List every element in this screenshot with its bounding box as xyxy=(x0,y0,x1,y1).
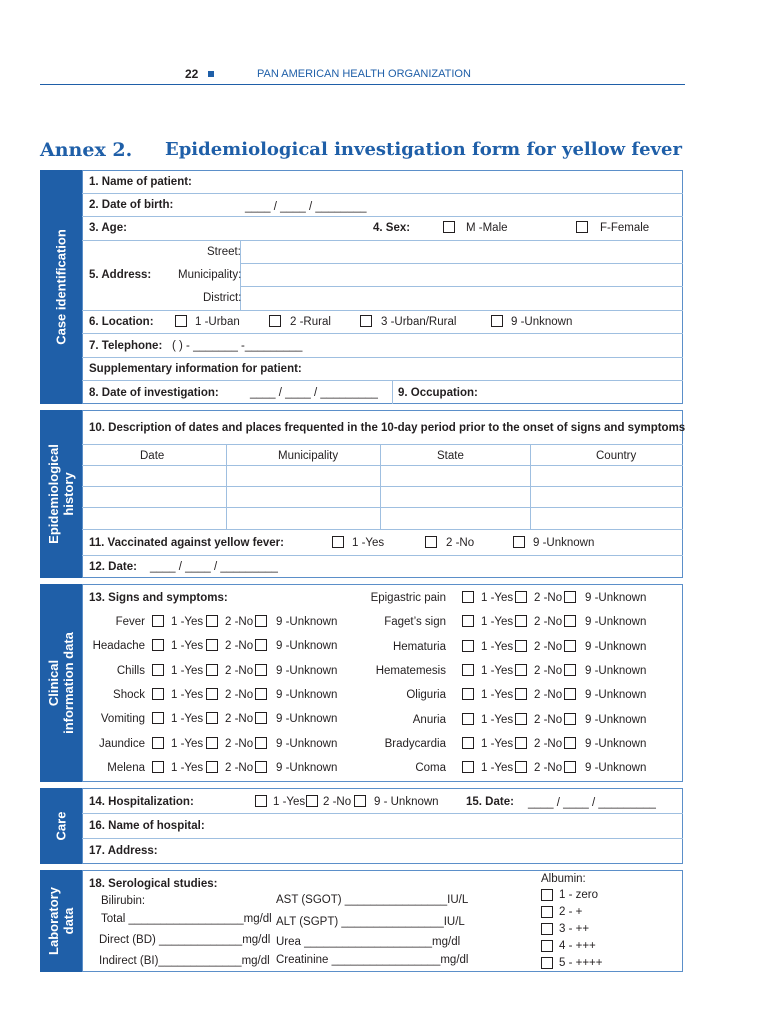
vaccination-date-field[interactable]: ____ / ____ / _________ xyxy=(150,561,278,573)
symptom-label: Anuria xyxy=(412,713,446,726)
albumin-option-label: 5 - ++++ xyxy=(559,957,603,969)
symptom-no-checkbox[interactable] xyxy=(206,664,218,676)
symptom-no-checkbox[interactable] xyxy=(515,713,527,725)
signs-symptoms-label: 13. Signs and symptoms: xyxy=(89,592,228,604)
symptom-yes-label: 1 -Yes xyxy=(171,664,204,677)
symptom-unknown-label: 9 -Unknown xyxy=(585,592,647,604)
symptom-label: Vomiting xyxy=(100,713,145,726)
telephone-label: 7. Telephone: xyxy=(89,340,163,352)
section-laboratory: Laboratory data xyxy=(40,870,82,972)
symptom-unknown-checkbox[interactable] xyxy=(255,737,267,749)
location-unknown-label: 9 -Unknown xyxy=(511,316,573,328)
symptom-unknown-label: 9 -Unknown xyxy=(585,616,647,629)
symptom-unknown-checkbox[interactable] xyxy=(564,591,576,603)
symptom-yes-checkbox[interactable] xyxy=(462,591,474,603)
symptom-yes-checkbox[interactable] xyxy=(462,640,474,652)
symptom-label: Shock xyxy=(113,688,145,701)
symptom-no-checkbox[interactable] xyxy=(515,688,527,700)
symptom-yes-checkbox[interactable] xyxy=(152,615,164,627)
hospital-name-label: 16. Name of hospital: xyxy=(89,820,205,832)
hospitalization-no-label: 2 -No xyxy=(323,796,352,808)
symptom-yes-checkbox[interactable] xyxy=(462,688,474,700)
symptom-unknown-label: 9 -Unknown xyxy=(276,737,338,750)
vaccinated-yes-checkbox[interactable] xyxy=(332,536,344,548)
symptom-no-label: 2 -No xyxy=(225,688,254,701)
symptom-no-label: 2 -No xyxy=(225,761,254,774)
symptom-unknown-checkbox[interactable] xyxy=(564,713,576,725)
symptom-yes-label: 1 -Yes xyxy=(171,761,204,774)
symptom-yes-label: 1 -Yes xyxy=(481,664,514,677)
symptom-no-checkbox[interactable] xyxy=(515,737,527,749)
vaccinated-no-checkbox[interactable] xyxy=(425,536,437,548)
symptom-no-label: 2 -No xyxy=(225,640,254,653)
symptom-unknown-checkbox[interactable] xyxy=(255,639,267,651)
symptom-no-label: 2 -No xyxy=(534,592,563,604)
albumin-option-label: 4 - +++ xyxy=(559,940,596,952)
symptom-no-checkbox[interactable] xyxy=(515,640,527,652)
section-epidemiological-history: Epidemiological history xyxy=(40,410,82,578)
vaccinated-yes-label: 1 -Yes xyxy=(352,537,385,549)
symptom-yes-label: 1 -Yes xyxy=(481,762,514,775)
symptom-unknown-label: 9 -Unknown xyxy=(276,688,338,701)
location-urban-rural-checkbox[interactable] xyxy=(360,315,372,327)
occupation-label: 9. Occupation: xyxy=(398,387,478,399)
symptom-no-label: 2 -No xyxy=(534,762,563,775)
albumin-option-label: 3 - ++ xyxy=(559,923,590,935)
albumin-checkbox[interactable] xyxy=(541,906,553,918)
symptom-unknown-checkbox[interactable] xyxy=(255,761,267,773)
hospitalization-unknown-checkbox[interactable] xyxy=(354,795,366,807)
symptom-yes-checkbox[interactable] xyxy=(462,664,474,676)
symptom-yes-checkbox[interactable] xyxy=(152,712,164,724)
hospitalization-unknown-label: 9 - Unknown xyxy=(374,796,439,808)
hospitalization-yes-checkbox[interactable] xyxy=(255,795,267,807)
symptom-no-label: 2 -No xyxy=(225,713,254,726)
address-label: 5. Address: xyxy=(89,269,152,281)
hospitalization-no-checkbox[interactable] xyxy=(306,795,318,807)
column-country: Country xyxy=(596,450,637,462)
vaccinated-unknown-checkbox[interactable] xyxy=(513,536,525,548)
symptom-unknown-checkbox[interactable] xyxy=(564,664,576,676)
form-title: Epidemiological investigation form for yellow fever xyxy=(165,139,682,160)
date-of-birth-label: 2. Date of birth: xyxy=(89,199,174,211)
annex-label: Annex 2. xyxy=(40,139,133,161)
albumin-option-label: 2 - + xyxy=(559,906,583,918)
column-municipality: Municipality xyxy=(278,450,339,462)
symptom-yes-checkbox[interactable] xyxy=(462,761,474,773)
urea-field[interactable]: Urea ____________________mg/dl xyxy=(276,936,461,948)
symptom-yes-label: 1 -Yes xyxy=(481,737,514,750)
symptom-unknown-label: 9 -Unknown xyxy=(585,737,647,750)
sex-male-checkbox[interactable] xyxy=(443,221,455,233)
page-number: 22 xyxy=(185,67,199,81)
symptom-no-checkbox[interactable] xyxy=(206,639,218,651)
symptom-yes-label: 1 -Yes xyxy=(171,640,204,653)
symptom-unknown-label: 9 -Unknown xyxy=(585,762,647,775)
symptom-yes-label: 1 -Yes xyxy=(171,737,204,750)
symptom-yes-checkbox[interactable] xyxy=(152,688,164,700)
symptom-yes-label: 1 -Yes xyxy=(171,616,204,628)
symptom-no-label: 2 -No xyxy=(534,737,563,750)
location-urban-rural-label: 3 -Urban/Rural xyxy=(381,316,457,328)
sex-female-checkbox[interactable] xyxy=(576,221,588,233)
symptom-label: Coma xyxy=(415,762,446,775)
serological-studies-label: 18. Serological studies: xyxy=(89,878,218,890)
symptom-label: Headache xyxy=(92,640,145,653)
location-urban-checkbox[interactable] xyxy=(175,315,187,327)
district-label: District: xyxy=(203,292,242,304)
name-of-patient-label: 1. Name of patient: xyxy=(89,176,192,188)
symptom-yes-label: 1 -Yes xyxy=(481,616,514,629)
symptom-label: Jaundice xyxy=(98,737,145,750)
hospitalization-label: 14. Hospitalization: xyxy=(89,796,194,808)
hospitalization-yes-label: 1 -Yes xyxy=(273,796,306,808)
symptom-label: Epigastric pain xyxy=(370,592,446,604)
symptom-unknown-label: 9 -Unknown xyxy=(276,713,338,726)
symptom-unknown-checkbox[interactable] xyxy=(564,737,576,749)
date-of-birth-field[interactable]: ____ / ____ / ________ xyxy=(245,201,367,213)
section-case-identification: Case identification xyxy=(40,170,82,404)
vaccinated-label: 11. Vaccinated against yellow fever: xyxy=(89,537,284,549)
sex-male-label: M -Male xyxy=(466,222,508,234)
symptom-yes-checkbox[interactable] xyxy=(462,615,474,627)
symptom-unknown-label: 9 -Unknown xyxy=(276,616,338,628)
symptom-yes-checkbox[interactable] xyxy=(152,664,164,676)
municipality-label: Municipality: xyxy=(178,269,242,281)
bilirubin-direct-field[interactable]: Direct (BD) _____________mg/dl xyxy=(99,934,271,946)
vaccinated-no-label: 2 -No xyxy=(446,537,475,549)
bilirubin-label: Bilirubin: xyxy=(101,895,146,907)
symptom-unknown-checkbox[interactable] xyxy=(564,688,576,700)
symptom-no-label: 2 -No xyxy=(225,664,254,677)
symptom-no-label: 2 -No xyxy=(225,616,254,628)
symptom-unknown-label: 9 -Unknown xyxy=(585,689,647,702)
symptom-no-checkbox[interactable] xyxy=(206,688,218,700)
investigation-date-label: 8. Date of investigation: xyxy=(89,387,219,399)
symptom-no-label: 2 -No xyxy=(534,640,563,653)
symptom-yes-label: 1 -Yes xyxy=(481,689,514,702)
hospital-address-label: 17. Address: xyxy=(89,845,158,857)
header-rule xyxy=(40,84,685,85)
symptom-yes-checkbox[interactable] xyxy=(152,639,164,651)
street-label: Street: xyxy=(207,246,241,258)
sex-label: 4. Sex: xyxy=(373,222,411,234)
symptom-unknown-checkbox[interactable] xyxy=(255,688,267,700)
symptom-label: Melena xyxy=(107,761,145,774)
symptom-unknown-label: 9 -Unknown xyxy=(585,640,647,653)
albumin-checkbox[interactable] xyxy=(541,923,553,935)
symptom-label: Fever xyxy=(115,616,145,628)
symptom-yes-label: 1 -Yes xyxy=(481,640,514,653)
column-date: Date xyxy=(140,450,165,462)
albumin-option-label: 1 - zero xyxy=(559,889,598,901)
clinical-information-box xyxy=(82,584,683,782)
symptom-yes-checkbox[interactable] xyxy=(462,713,474,725)
symptom-unknown-checkbox[interactable] xyxy=(255,615,267,627)
symptom-unknown-checkbox[interactable] xyxy=(255,712,267,724)
column-state: State xyxy=(437,450,464,462)
symptom-no-checkbox[interactable] xyxy=(515,664,527,676)
symptom-unknown-checkbox[interactable] xyxy=(564,615,576,627)
symptom-label: Hematuria xyxy=(392,640,446,653)
symptom-no-label: 2 -No xyxy=(225,737,254,750)
symptom-yes-label: 1 -Yes xyxy=(171,713,204,726)
section-care: Care xyxy=(40,788,82,864)
symptom-no-label: 2 -No xyxy=(534,616,563,629)
symptom-no-checkbox[interactable] xyxy=(206,712,218,724)
symptom-no-checkbox[interactable] xyxy=(206,615,218,627)
location-rural-checkbox[interactable] xyxy=(269,315,281,327)
albumin-checkbox[interactable] xyxy=(541,957,553,969)
hospitalization-date-field[interactable]: ____ / ____ / _________ xyxy=(528,797,656,809)
symptom-no-checkbox[interactable] xyxy=(206,737,218,749)
organization-name: PAN AMERICAN HEALTH ORGANIZATION xyxy=(257,68,471,80)
ast-field[interactable]: AST (SGOT) ________________IU/L xyxy=(276,894,469,906)
symptom-yes-label: 1 -Yes xyxy=(481,713,514,726)
symptom-unknown-label: 9 -Unknown xyxy=(276,761,338,774)
places-description-label: 10. Description of dates and places frequented in the 10-day period prior to the onset of signs and symptoms xyxy=(89,422,686,434)
symptom-unknown-label: 9 -Unknown xyxy=(276,664,338,677)
section-clinical-information: Clinical information data xyxy=(40,584,82,782)
symptom-no-checkbox[interactable] xyxy=(515,591,527,603)
header-square-icon xyxy=(208,71,214,77)
symptom-yes-checkbox[interactable] xyxy=(152,761,164,773)
hospitalization-date-label: 15. Date: xyxy=(466,796,514,808)
vaccination-date-label: 12. Date: xyxy=(89,561,137,573)
symptom-label: Faget’s sign xyxy=(384,616,446,629)
location-rural-label: 2 -Rural xyxy=(290,316,331,328)
symptom-no-label: 2 -No xyxy=(534,713,563,726)
symptom-yes-checkbox[interactable] xyxy=(462,737,474,749)
symptom-yes-label: 1 -Yes xyxy=(171,688,204,701)
symptom-no-label: 2 -No xyxy=(534,689,563,702)
symptom-label: Chills xyxy=(116,664,145,677)
alt-field[interactable]: ALT (SGPT) ________________IU/L xyxy=(276,916,465,928)
location-urban-label: 1 -Urban xyxy=(195,316,240,328)
location-unknown-checkbox[interactable] xyxy=(491,315,503,327)
age-label: 3. Age: xyxy=(89,222,127,234)
sex-female-label: F-Female xyxy=(600,222,650,234)
symptom-label: Oliguria xyxy=(406,689,446,702)
symptom-no-label: 2 -No xyxy=(534,664,563,677)
symptom-yes-checkbox[interactable] xyxy=(152,737,164,749)
symptom-label: Hematemesis xyxy=(375,664,446,677)
symptom-unknown-label: 9 -Unknown xyxy=(276,640,338,653)
vaccinated-unknown-label: 9 -Unknown xyxy=(533,537,595,549)
albumin-label: Albumin: xyxy=(541,873,586,885)
telephone-field[interactable]: ( ) - _______ -_________ xyxy=(172,340,303,352)
location-label: 6. Location: xyxy=(89,316,154,328)
epidemiological-history-box xyxy=(82,410,686,578)
supplementary-info-label: Supplementary information for patient: xyxy=(89,363,302,375)
symptom-no-checkbox[interactable] xyxy=(206,761,218,773)
bilirubin-total-field[interactable]: Total __________________mg/dl xyxy=(101,913,272,925)
symptom-label: Bradycardia xyxy=(384,737,446,750)
symptom-no-checkbox[interactable] xyxy=(515,615,527,627)
symptom-unknown-label: 9 -Unknown xyxy=(585,664,647,677)
symptom-unknown-label: 9 -Unknown xyxy=(585,713,647,726)
symptom-unknown-checkbox[interactable] xyxy=(564,640,576,652)
symptom-no-checkbox[interactable] xyxy=(515,761,527,773)
symptom-unknown-checkbox[interactable] xyxy=(255,664,267,676)
investigation-date-field[interactable]: ____ / ____ / _________ xyxy=(250,387,378,399)
albumin-checkbox[interactable] xyxy=(541,940,553,952)
symptom-unknown-checkbox[interactable] xyxy=(564,761,576,773)
symptom-yes-label: 1 -Yes xyxy=(481,592,514,604)
albumin-checkbox[interactable] xyxy=(541,889,553,901)
creatinine-field[interactable]: Creatinine _________________mg/dl xyxy=(276,954,469,966)
bilirubin-indirect-field[interactable]: Indirect (BI)_____________mg/dl xyxy=(99,955,270,967)
